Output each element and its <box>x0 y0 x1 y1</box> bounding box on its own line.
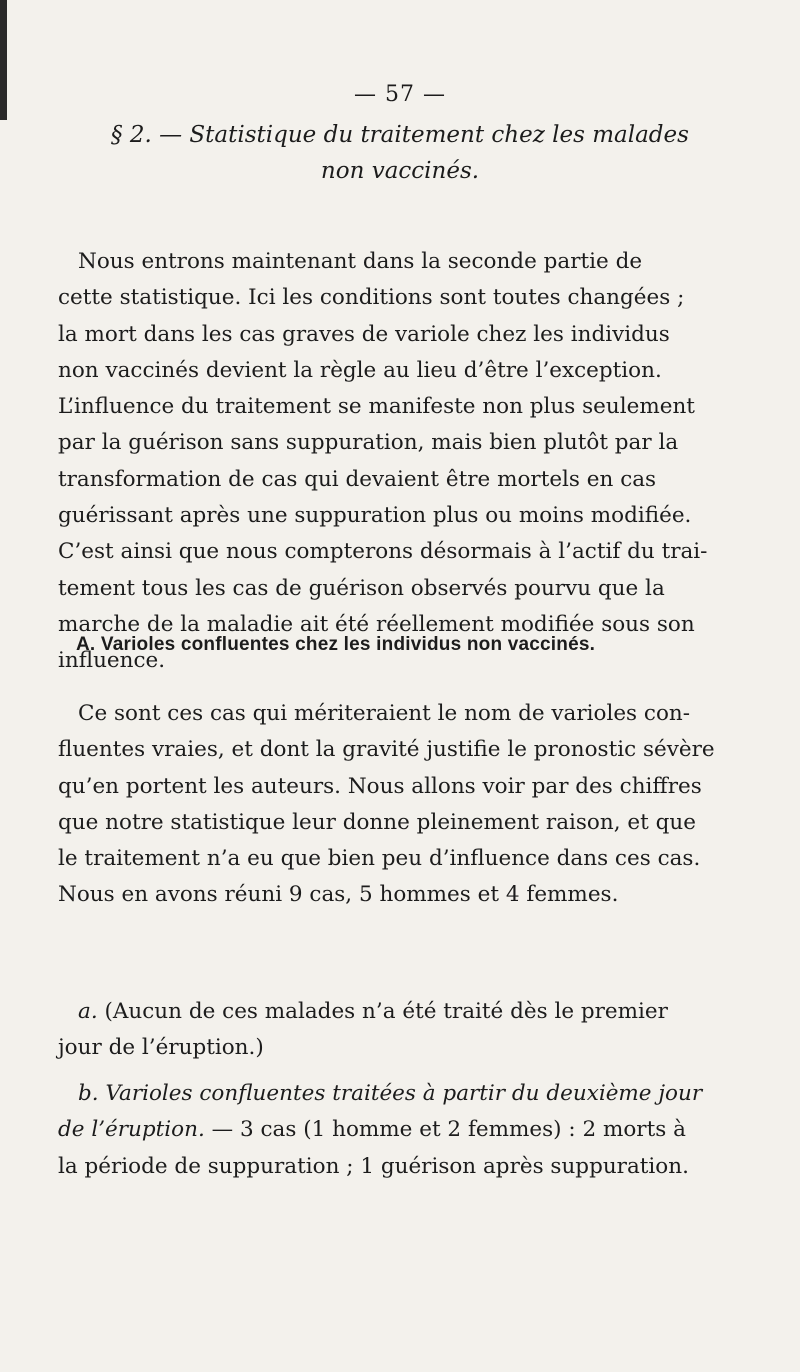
text-line <box>58 1112 742 1148</box>
page-number: — 57 — <box>354 82 446 107</box>
text-line: C’est ainsi que nous compterons désormais à l’actif du trai- <box>58 539 708 565</box>
text-line: qu’en portent les auteurs. Nous allons voir par des chiffres <box>58 773 702 799</box>
text-line: le traitement n’a eu que bien peu d’influence dans ces cas. <box>58 846 701 872</box>
item-a <box>58 994 742 1067</box>
section-title-line-2: non vaccinés. <box>320 158 480 184</box>
text-line: cette statistique. Ici les conditions sont toutes changées ; <box>58 285 685 311</box>
text-line: par la guérison sans suppuration, mais bien plutôt par la <box>58 430 679 456</box>
text-line: transformation de cas qui devaient être mortels en cas <box>58 466 657 492</box>
paragraph-confluent <box>58 696 742 914</box>
text-line: Ce sont ces cas qui mériteraient le nom de varioles con- <box>78 701 691 726</box>
item-text: (Aucun de ces malades n’a été traité dès le premier <box>104 999 668 1024</box>
text-line: guérissant après une suppuration plus ou moins modifiée. <box>58 503 692 529</box>
text-line: jour de l’éruption.) <box>58 1035 264 1061</box>
text-line: la mort dans les cas graves de variole chez les individus <box>58 321 670 347</box>
text-line: que notre statistique leur donne pleinement raison, et que <box>58 809 696 835</box>
text-line: Nous en avons réuni 9 cas, 5 hommes et 4 femmes. <box>58 882 619 908</box>
item-italic-text: de l’éruption. <box>58 1117 205 1143</box>
text-line: marche de la maladie ait été réellement modifiée sous son <box>58 611 695 637</box>
text-line: tement tous les cas de guérison observés pourvu que la <box>58 575 665 601</box>
item-letter: a. <box>78 999 98 1024</box>
item-italic-text: Varioles confluentes traitées à partir du deuxième jour <box>105 1081 703 1106</box>
item-letter: b. <box>78 1081 99 1106</box>
item-text: — 3 cas (1 homme et 2 femmes) : 2 morts à <box>204 1117 686 1143</box>
text-line <box>58 1076 742 1112</box>
section-title-line-1: § 2. — Statistique du traitement chez les malades <box>111 122 689 148</box>
text-line: Nous entrons maintenant dans la seconde partie de <box>78 249 643 274</box>
item-b <box>58 1076 742 1185</box>
text-line: la période de suppuration ; 1 guérison après suppuration. <box>58 1153 689 1179</box>
text-line: non vaccinés devient la règle au lieu d’être l’exception. <box>58 357 662 383</box>
paragraph-intro <box>58 244 742 680</box>
text-line: fluentes vraies, et dont la gravité justifie le pronostic sévère <box>58 737 715 763</box>
subheading: A. Varioles confluentes chez les individus non vaccinés. <box>76 634 596 655</box>
text-line: L’influence du traitement se manifeste non plus seulement <box>58 394 695 420</box>
text-line <box>58 994 742 1030</box>
text-line: influence. <box>58 648 166 674</box>
